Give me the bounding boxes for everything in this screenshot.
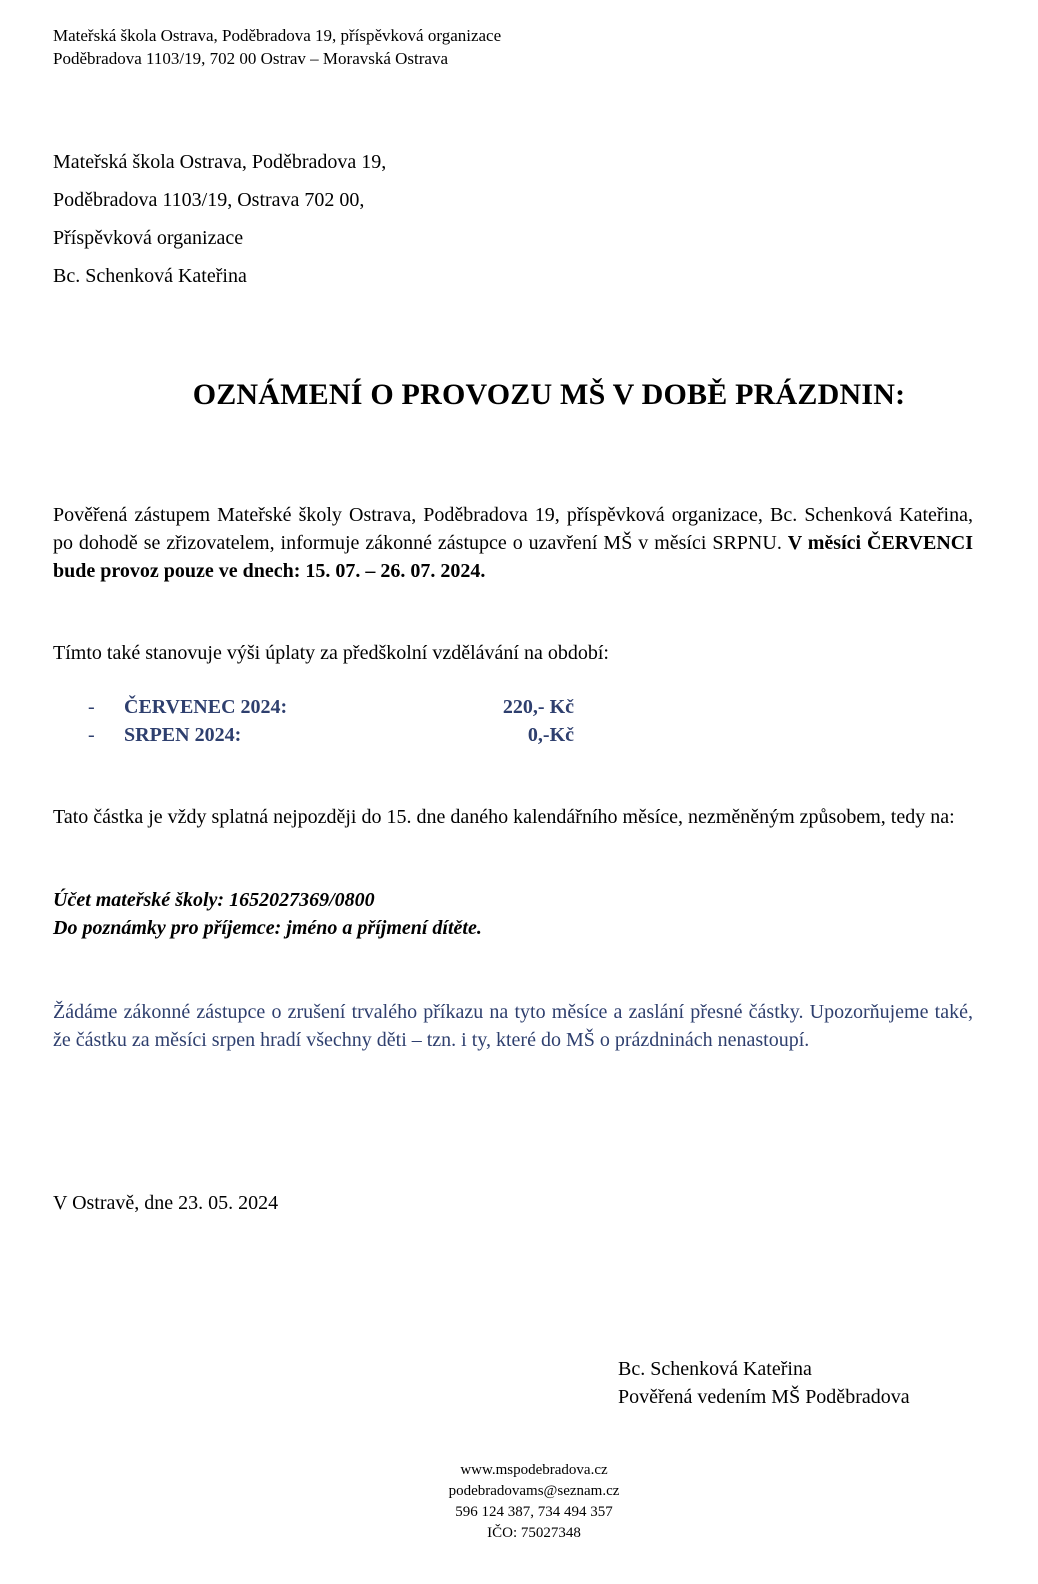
fee-label: SRPEN 2024: xyxy=(124,724,242,746)
announcement-dates: V měsíci ČERVENCI bude provoz pouze ve dnech: 15. 07. – 26. 07. 2024. xyxy=(53,532,973,582)
announcement-text: Pověřená zástupem Mateřské školy Ostrava, Poděbradova 19, příspěvková organizace, Bc. Schenková Kateřina, po dohodě se zřizovatelem, informuje zákonné zástupce o uzavření MŠ v měsíci SRPNU. xyxy=(53,504,973,554)
address-line-1: Mateřská škola Ostrava, Poděbradova 19, xyxy=(53,151,387,173)
fee-amount: 0,-Kč xyxy=(527,724,574,746)
footer-website: www.mspodebradova.cz xyxy=(460,1462,608,1478)
document-title: OZNÁMENÍ O PROVOZU MŠ V DOBĚ PRÁZDNIN: xyxy=(192,378,906,411)
paragraph-fee-intro: Tímto také stanovuje výši úplaty za předškolní vzdělávání na období: xyxy=(53,642,609,664)
footer-contacts xyxy=(0,1460,1038,1544)
paragraph-announcement xyxy=(53,501,973,585)
payment-note-line: Do poznámky pro příjemce: jméno a příjmení dítěte. xyxy=(53,917,482,939)
address-line-2: Poděbradova 1103/19, Ostrava 702 00, xyxy=(53,189,365,211)
letterhead-line-2: Poděbradova 1103/19, 702 00 Ostrav – Moravská Ostrava xyxy=(53,49,449,68)
fee-row xyxy=(88,693,574,721)
paragraph-payment-terms: Tato částka je vždy splatná nejpozději do 15. dne daného kalendářního měsíce, nezměněným způsobem, tedy na: xyxy=(53,806,955,828)
letterhead-line-1: Mateřská škola Ostrava, Poděbradova 19, příspěvková organizace xyxy=(53,26,502,45)
account-number-line: Účet mateřské školy: 1652027369/0800 xyxy=(53,889,375,911)
signature-role: Pověřená vedením MŠ Poděbradova xyxy=(618,1386,910,1408)
address-line-3: Příspěvková organizace xyxy=(53,227,244,249)
footer-phone: 596 124 387, 734 494 357 xyxy=(455,1504,613,1520)
paragraph-request: Žádáme zákonné zástupce o zrušení trvalého příkazu na tyto měsíce a zaslání přesné částky. Upozorňujeme také, že částku za měsíci srpen hradí všechny děti – tzn. i ty, které do MŠ o prázdninách nenastoupí. xyxy=(53,1001,973,1051)
fee-bullet: - xyxy=(88,696,95,718)
fee-amount: 220,- Kč xyxy=(502,696,574,718)
fee-label: ČERVENEC 2024: xyxy=(124,696,288,718)
footer-email: podebradovams@seznam.cz xyxy=(448,1483,620,1499)
signature-name: Bc. Schenková Kateřina xyxy=(618,1358,812,1380)
place-date-line: V Ostravě, dne 23. 05. 2024 xyxy=(53,1192,279,1214)
fee-bullet: - xyxy=(88,724,95,746)
fee-row xyxy=(88,721,574,749)
signature-block xyxy=(618,1355,910,1411)
address-line-4: Bc. Schenková Kateřina xyxy=(53,265,247,287)
sender-address-block xyxy=(53,143,386,295)
payment-details xyxy=(53,886,482,942)
letterhead xyxy=(53,24,501,70)
fee-list xyxy=(88,693,574,749)
footer-ico: IČO: 75027348 xyxy=(487,1525,581,1541)
